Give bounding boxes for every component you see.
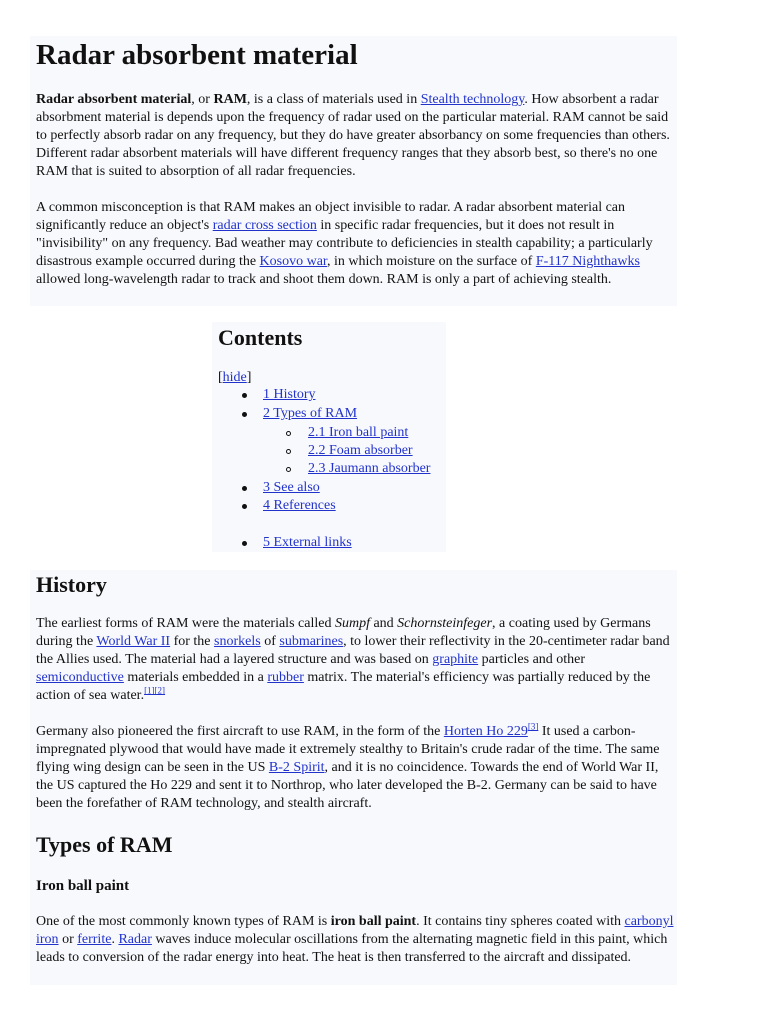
- italic-term: Sumpf: [334, 616, 370, 631]
- link-radar[interactable]: Radar: [118, 932, 152, 947]
- toc-title: Contents: [218, 325, 303, 350]
- italic-term: Schornsteinfeger: [397, 616, 493, 631]
- text-span: or: [58, 932, 78, 947]
- text-span: Germany also pioneered the first aircraft to use RAM, in the form of the: [36, 724, 444, 739]
- bold-term: RAM: [213, 92, 247, 107]
- circle-bullet-icon: [286, 467, 291, 472]
- toc-item-types-of-ram[interactable]: 2 Types of RAM: [263, 406, 358, 421]
- intro-paragraph-2: [36, 199, 676, 289]
- link-stealth-technology[interactable]: Stealth technology: [420, 92, 525, 107]
- citation-link[interactable]: [3]: [527, 721, 539, 732]
- bold-term: iron ball paint: [330, 914, 417, 929]
- text-span: in specific radar frequencies, but it does not result in "invisibility" on any frequency. Bad weather may contribute to deficiencies in stealth capability; a particularly disastrous example occurred during the: [36, 218, 653, 269]
- link-carbonyl-iron[interactable]: carbonyl iron: [36, 914, 674, 947]
- history-paragraph-1: [36, 615, 676, 705]
- toc-hide-control: [218, 369, 251, 387]
- history-paragraph-2: [36, 723, 676, 813]
- bullet-icon: [242, 486, 247, 491]
- link-graphite[interactable]: graphite: [432, 652, 479, 667]
- toc-item-see-also[interactable]: 3 See also: [263, 480, 320, 495]
- link-radar-cross-section[interactable]: radar cross section: [212, 218, 317, 233]
- text-span: , in which moisture on the surface of: [327, 254, 536, 269]
- toc-item-external-links[interactable]: 5 External links: [263, 535, 352, 550]
- link-ferrite[interactable]: ferrite: [77, 932, 112, 947]
- text-span: , a coating used by Germans during the: [36, 616, 651, 649]
- text-span: The earliest forms of RAM were the materials called: [36, 616, 335, 631]
- text-span: of: [260, 634, 280, 649]
- text-span: allowed long-wavelength radar to track and shoot them down. RAM is only a part of achieving stealth.: [36, 272, 612, 287]
- link-f117-nighthawks[interactable]: F-117 Nighthawks: [535, 254, 640, 269]
- circle-bullet-icon: [286, 431, 291, 436]
- text-span: One of the most commonly known types of RAM is: [36, 914, 331, 929]
- text-span: matrix. The material's efficiency was partially reduced by the action of sea water.: [36, 670, 651, 703]
- circle-bullet-icon: [286, 449, 291, 454]
- link-world-war-ii[interactable]: World War II: [96, 634, 171, 649]
- link-semiconductive[interactable]: semiconductive: [36, 670, 124, 685]
- bullet-icon: [242, 541, 247, 546]
- section-heading-types-of-ram: Types of RAM: [36, 832, 173, 857]
- link-kosovo-war[interactable]: Kosovo war: [259, 254, 328, 269]
- text-span: materials embedded in a: [123, 670, 268, 685]
- toc-item-history[interactable]: 1 History: [263, 387, 316, 402]
- types-paragraph-1: [36, 913, 676, 967]
- text-span: for the: [170, 634, 215, 649]
- section-heading-history: History: [36, 572, 107, 597]
- intro-paragraph-1: [36, 91, 676, 181]
- toc-hide-link[interactable]: hide: [222, 370, 247, 385]
- bullet-icon: [242, 412, 247, 417]
- toc-item-references[interactable]: 4 References: [263, 498, 336, 513]
- text-span: It used a carbon-impregnated plywood that would have made it extremely stealthy to Britain's crude radar of the time. The same flying wing design can be seen in the US: [36, 724, 660, 775]
- toc-item-foam-absorber[interactable]: 2.2 Foam absorber: [308, 443, 413, 458]
- text-span: .: [111, 932, 119, 947]
- text-span: . How absorbent a radar absorbment material is depends upon the frequency of radar used on the particular material. RAM cannot be said to perfectly absorb radar on any frequency, but they do have greater absorbancy on some frequencies than others. Different radar absorbent materials will have different frequency ranges that they absorb best, so there's no one RAM that is suited to absorption of all radar frequencies.: [36, 92, 670, 179]
- link-horten-ho-229[interactable]: Horten Ho 229: [443, 724, 528, 739]
- subsection-heading-iron-ball-paint: Iron ball paint: [36, 878, 130, 894]
- text-span: particles and other: [478, 652, 586, 667]
- page-title: Radar absorbent material: [36, 39, 358, 71]
- text-span: , to lower their reflectivity in the 20-centimeter radar band the Allies used. The material had a layered structure and was based on: [36, 634, 670, 667]
- text-span: , is a class of materials used in: [246, 92, 421, 107]
- link-rubber[interactable]: rubber: [267, 670, 304, 685]
- toc-item-iron-ball-paint[interactable]: 2.1 Iron ball paint: [308, 425, 409, 440]
- bullet-icon: [242, 504, 247, 509]
- link-b2-spirit[interactable]: B-2 Spirit: [268, 760, 325, 775]
- citation-link[interactable]: [1][2]: [144, 685, 166, 696]
- text-span: and: [369, 616, 398, 631]
- bracket: [: [218, 370, 223, 385]
- link-submarines[interactable]: submarines: [279, 634, 344, 649]
- text-span: waves induce molecular oscillations from the alternating magnetic field in this paint, which leads to conversion of the radar energy into heat. The heat is then transferred to the aircraft and dissipated.: [36, 932, 668, 965]
- text-span: . It contains tiny spheres coated with: [416, 914, 625, 929]
- text-span: , and it is no coincidence. Towards the end of World War II, the US captured the Ho 229 and sent it to Northrop, who later developed the B-2. Germany can be said to have been the forefather of RAM technology, and stealth aircraft.: [36, 760, 659, 811]
- text-span: , or: [191, 92, 214, 107]
- bracket: ]: [246, 370, 252, 385]
- bold-term: Radar absorbent material: [36, 92, 192, 107]
- toc-item-jaumann-absorber[interactable]: 2.3 Jaumann absorber: [308, 461, 431, 476]
- text-span: A common misconception is that RAM makes an object invisible to radar. A radar absorbent material can significantly reduce an object's: [36, 200, 626, 233]
- bullet-icon: [242, 393, 247, 398]
- link-snorkels[interactable]: snorkels: [214, 634, 261, 649]
